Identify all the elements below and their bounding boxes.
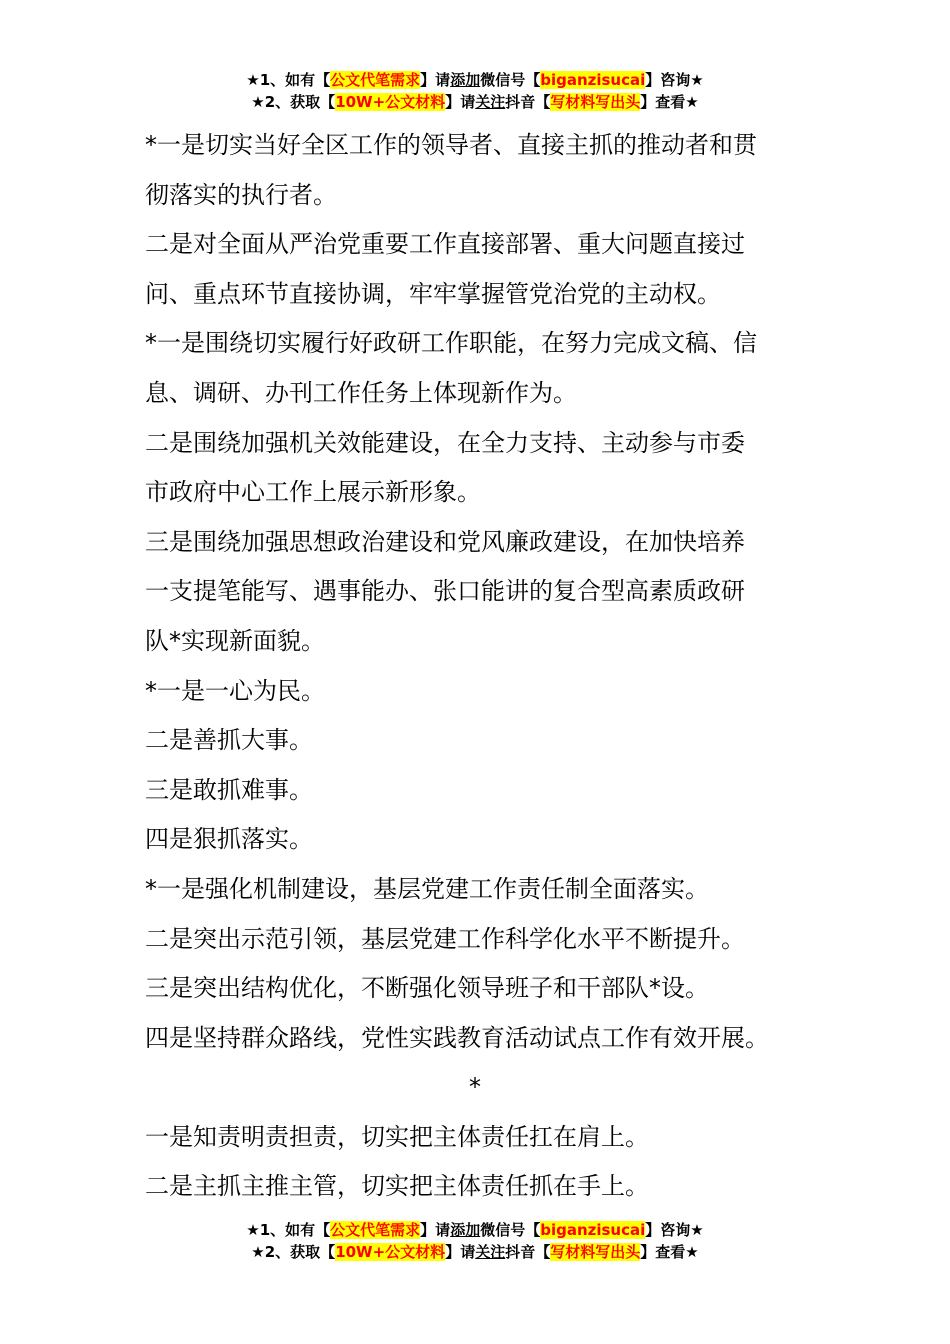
highlight-wechat-id: biganzisucai: [540, 71, 646, 89]
banner-line-2: ★2、获取【10W+公文材料】请关注抖音【写材料写出头】查看★: [251, 93, 699, 111]
document-body: [145, 121, 810, 1212]
text-line: *一是切实当好全区工作的领导者、直接主抓的推动者和贯: [145, 131, 757, 159]
highlight-materials: 10W+公文材料: [335, 93, 446, 111]
text-line: 二是善抓大事。: [145, 726, 313, 755]
text-line: 一是知责明责担责，切实把主体责任扛在肩上。: [145, 1122, 649, 1151]
text-line: 三是围绕加强思想政治建设和党风廉政建设，在加快培养: [145, 527, 745, 556]
text-line: 彻落实的执行者。: [145, 180, 337, 209]
text-line: 三是敢抓难事。: [145, 775, 313, 804]
highlight-writing-service: 公文代笔需求: [330, 71, 421, 89]
banner-line-1: ★1、如有【公文代笔需求】请添加微信号【biganzisucai】咨询★: [246, 1221, 704, 1239]
banner-line-2: ★2、获取【10W+公文材料】请关注抖音【写材料写出头】查看★: [251, 1243, 699, 1261]
text-line: 队*实现新面貌。: [145, 626, 325, 655]
text-line: 二是围绕加强机关效能建设，在全力支持、主动参与市委: [145, 428, 745, 457]
text-line: 四是狠抓落实。: [145, 825, 313, 854]
highlight-douyin-account: 写材料写出头: [550, 1243, 641, 1261]
text-line: 二是突出示范引领，基层党建工作科学化水平不断提升。: [145, 924, 745, 953]
text-line: 二是对全面从严治党重要工作直接部署、重大问题直接过: [145, 230, 745, 259]
text-line: *一是一心为民。: [145, 676, 325, 705]
highlight-materials: 10W+公文材料: [335, 1243, 446, 1261]
highlight-wechat-id: biganzisucai: [540, 1221, 646, 1239]
text-line: 市政府中心工作上展示新形象。: [145, 478, 481, 507]
footer-banner: [0, 1219, 950, 1263]
section-separator: *: [469, 1073, 481, 1102]
text-line: 息、调研、办刊工作任务上体现新作为。: [145, 378, 577, 407]
text-line: *一是围绕切实履行好政研工作职能，在努力完成文稿、信: [145, 329, 757, 358]
highlight-writing-service: 公文代笔需求: [330, 1221, 421, 1239]
text-line: 四是坚持群众路线，党性实践教育活动试点工作有效开展。: [145, 1023, 769, 1052]
text-line: 问、重点环节直接协调，牢牢掌握管党治党的主动权。: [145, 279, 721, 308]
header-banner: [0, 69, 950, 113]
text-line: 三是突出结构优化，不断强化领导班子和干部队*设。: [145, 974, 709, 1003]
highlight-douyin-account: 写材料写出头: [550, 93, 641, 111]
banner-line-1: ★1、如有【公文代笔需求】请添加微信号【biganzisucai】咨询★: [246, 71, 704, 89]
text-line: 二是主抓主推主管，切实把主体责任抓在手上。: [145, 1172, 649, 1201]
text-line: *一是强化机制建设，基层党建工作责任制全面落实。: [145, 874, 709, 903]
text-line: 一支提笔能写、遇事能办、张口能讲的复合型高素质政研: [145, 577, 745, 606]
